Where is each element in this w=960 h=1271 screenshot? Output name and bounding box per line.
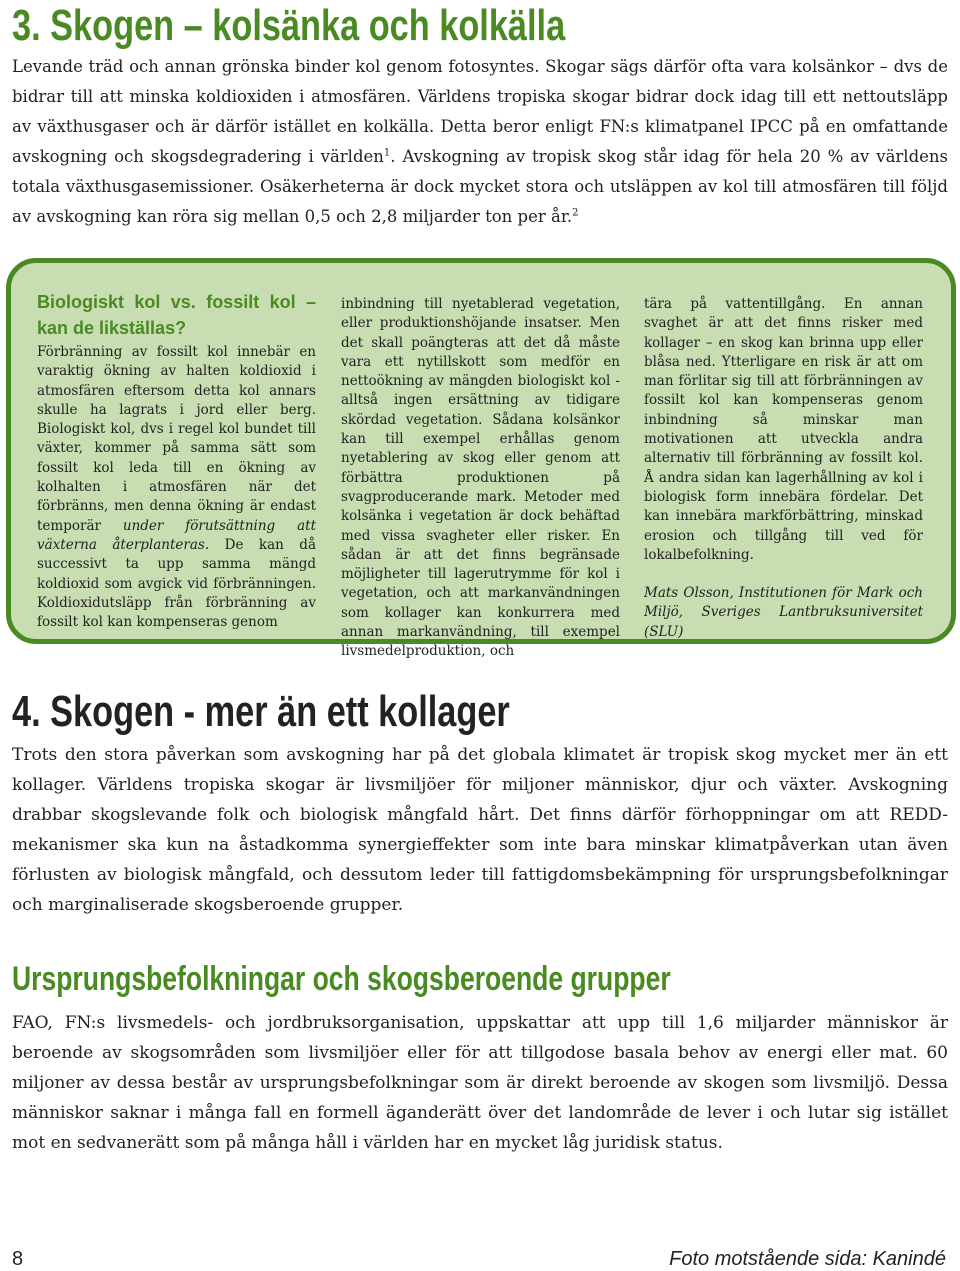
fact-box-column-2	[341, 295, 620, 662]
fact-box-col3-text: tära på vattentillgång. En annan svaghet är att det finns risker med kollager – en skog kan brinna upp eller blåsa ned. Ytterligare en risk är att om man förlitar sig till att förbränningen av fossilt kol kan kompenseras genom inbindning så minskar man motivationen att utveckla andra alternativ till förbränning av fossilt kol. Å andra sidan kan lagerhållning av kol i biologisk form innebära fördelar. Det kan innebära markförbättring, minskad erosion och tillgång till ved för lokalbefolkning.	[644, 296, 923, 563]
fact-box-col1-italic: under förutsättning att växterna återplanteras.	[37, 517, 317, 553]
page-number: 8	[12, 1248, 24, 1270]
footnote-ref-2[interactable]: 2	[572, 207, 579, 219]
footnote-ref-1[interactable]: 1	[383, 147, 391, 159]
fact-box-col2-text: inbindning till nyetablerad vegetation, eller produktionshöjande insatser. Men det skall poängteras att det då måste vara ett nytillskott som medför en nettoökning av mängden biologiskt kol - alltså ingen ersättning av tidigare skördad vegetation. Sådana kolsänkor kan till exempel erhållas genom nyetablering av skog eller genom att förbättra produktionen på svagproducerande mark. Metoder med kolsänka i vegetation är dock behäftad med vissa svagheter eller risker. En sådan är att det finns begränsade möjligheter till lagerutrymme för kol i vegetation, och att markanvändningen som kollager kan konkurrera med annan markanvändning, till exempel livsmedelproduktion, och	[341, 296, 620, 660]
fact-box-title: Biologiskt kol vs. fossilt kol – kan de likställas?	[37, 292, 316, 338]
subsection-heading: Ursprungsbefolkningar och skogsberoende grupper	[12, 960, 671, 998]
fact-box-column-1	[37, 289, 316, 632]
photo-credit: Foto motstående sida: Kanindé	[669, 1248, 946, 1270]
fact-box-col1-text-b: De kan då successivt ta upp samma mängd koldioxid som avgick vid förbränningen. Koldioxidutsläpp från förbränning av fossilt kol kan kompenseras genom	[37, 536, 316, 631]
fact-box	[6, 258, 956, 660]
section-4-heading: 4. Skogen - mer än ett kollager	[12, 687, 510, 736]
fact-box-author: Mats Olsson, Institutionen för Mark och Miljö, Sveriges Lantbruksuniversitet (SLU)	[644, 585, 923, 640]
fact-box-column-3	[644, 295, 923, 642]
section-3-heading: 3. Skogen – kolsänka och kolkälla	[12, 1, 566, 50]
section-3-paragraph	[12, 52, 948, 232]
fact-box-col1-text-a: Förbränning av fossilt kol innebär en varaktig ökning av halten koldioxid i atmosfären eftersom detta kol annars skulle ha lagrats i jord eller berg. Biologiskt kol, dvs i regel kol bundet till växter, kommer på samma sätt som fossilt kol leda till en ökning av kolhalten i atmosfären när det förbränns, men denna ökning är endast temporär	[37, 344, 316, 534]
section-4-paragraph: Trots den stora påverkan som avskogning har på det globala klimatet är tropisk skog mycket mer än ett kollager. Världens tropiska skogar är livsmiljöer för miljoner människor, djur och växter. Avskogning drabbar skogslevande folk och biologisk mångfald hårt. Det finns därför förhoppningar om att REDD-mekanismer ska kun na åstadkomma synergieffekter som inte bara minskar klimatpåverkan utan även förlusten av biologisk mångfald, och dessutom leder till fattigdomsbekämpning för ursprungsbefolkningar och marginaliserade skogsberoende grupper.	[12, 745, 948, 915]
intro-text-b: . Avskogning av tropisk skog står idag för hela 20 % av världens totala växthusgasemissioner. Osäkerheterna är dock mycket stora och utsläppen av kol till atmosfären till följd av avskogning kan röra sig mellan 0,5 och 2,8 miljarder ton per år.	[12, 147, 948, 226]
intro-text-a: Levande träd och annan grönska binder kol genom fotosyntes. Skogar sägs därför ofta vara kolsänkor – dvs de bidrar till att minska koldioxiden i atmosfären. Världens tropiska skogar bidrar dock idag till ett nettoutsläpp av växthusgaser och är därför istället en kolkälla. Detta beror enligt FN:s klimatpanel IPCC på en omfattande avskogning och skogsdegradering i världen	[12, 57, 948, 166]
subsection-paragraph: FAO, FN:s livsmedels- och jordbruksorganisation, uppskattar att upp till 1,6 miljarder människor är beroende av skogsområden som livsmiljöer eller för att tillgodose basala behov av energi eller mat. 60 miljoner av dessa består av ursprungsbefolkningar som är direkt beroende av skogen som livsmiljö. Dessa människor saknar i många fall en formell äganderätt över det landområde de lever i och lutar sig istället mot en sedvanerätt som på många håll i världen har en mycket låg juridisk status.	[12, 1013, 948, 1153]
